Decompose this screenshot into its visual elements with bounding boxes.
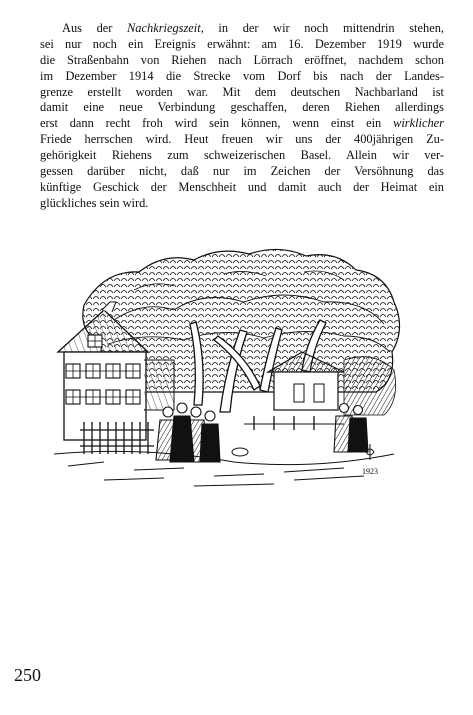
- text-line: im Dezember 1914 die Strecke vom Dorf bis nach der Landes-: [40, 68, 444, 83]
- women-figures: [156, 403, 368, 462]
- ground: [54, 448, 394, 486]
- text-line: die Straßenbahn von Riehen nach Lörrach eröffnet, nachdem schon: [40, 52, 444, 67]
- svg-text:1923: 1923: [362, 467, 378, 476]
- text-line: Friede herrschen wird. Heut freuen wir uns der 400jährigen Zu-: [40, 132, 444, 147]
- text-line: künftige Geschick der Menschheit und damit auch der Heimat ein: [40, 179, 444, 194]
- text-line: gehörigkeit Riehens zum schweizerischen Basel. Allein wir ver-: [40, 148, 444, 163]
- village-woodcut-illustration: [44, 240, 432, 492]
- text-line: gessen darüber nicht, daß nur im Zeichen der Versöhnung das: [40, 164, 444, 179]
- text-line: sei nur noch ein Ereignis erwähnt: am 16. Dezember 1919 wurde: [40, 36, 444, 51]
- text-line: damit eine neue Verbindung geschaffen, deren Riehen allerdings: [40, 100, 444, 115]
- text-line: erst dann recht froh wird sein können, wenn einst ein wirklicher: [40, 116, 444, 131]
- page-number: 250: [14, 665, 41, 685]
- text-line: Aus der Nachkriegszeit, in der wir noch mittendrin stehen,: [62, 21, 444, 35]
- text-line: grenze erstellt worden war. Mit dem deutschen Nachbarland ist: [40, 84, 444, 99]
- body-paragraph: [40, 21, 444, 212]
- text-line: glückliches sein wird.: [40, 195, 149, 210]
